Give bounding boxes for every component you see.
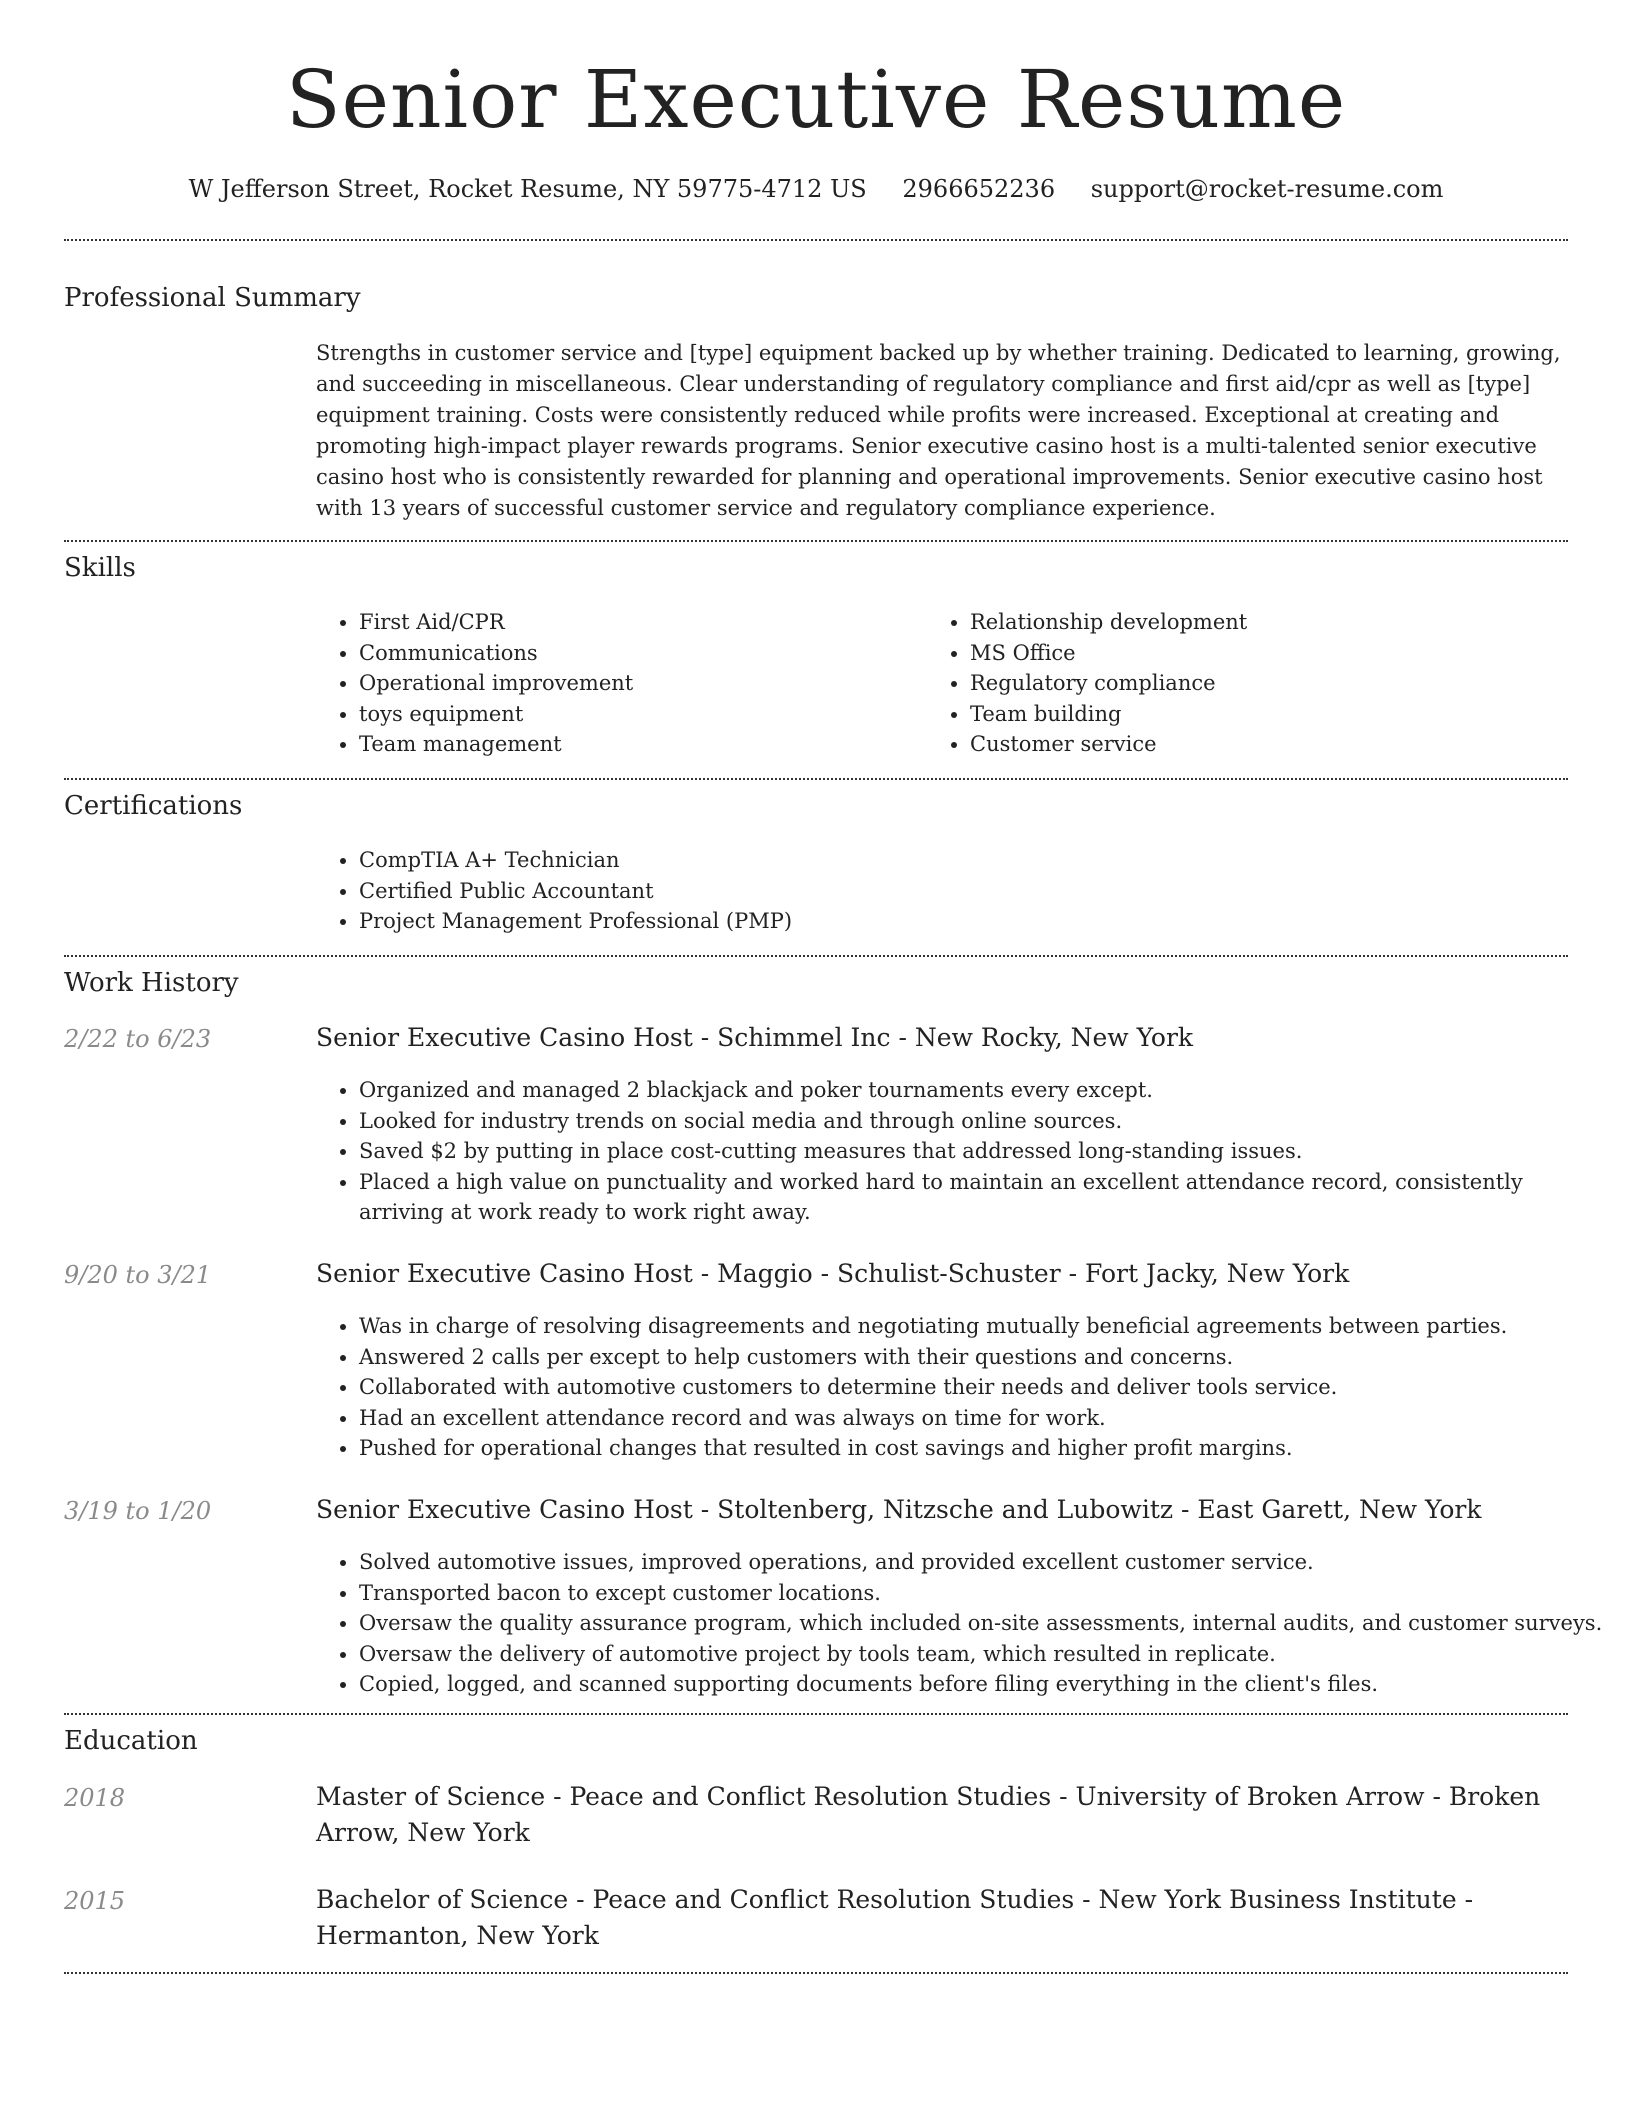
list-item: • Looked for industry trends on social media and through online sources. bbox=[359, 1106, 1611, 1137]
skills-list-right bbox=[927, 607, 1570, 760]
list-item: • MS Office bbox=[970, 638, 1570, 669]
list-item: • Organized and managed 2 blackjack and poker tournaments every except. bbox=[359, 1075, 1611, 1106]
page-title: Senior Executive Resume bbox=[285, 53, 1347, 146]
list-item: • Team building bbox=[970, 699, 1570, 730]
divider bbox=[64, 1713, 1568, 1715]
list-item: • First Aid/CPR bbox=[359, 607, 919, 638]
list-item: • Operational improvement bbox=[359, 668, 919, 699]
education-heading bbox=[316, 1779, 1568, 1851]
list-item: • Solved automotive issues, improved operations, and provided excellent customer service. bbox=[359, 1547, 1611, 1578]
job-title: Senior Executive Casino Host bbox=[316, 1495, 693, 1524]
list-item: • Saved $2 by putting in place cost-cutting measures that addressed long-standing issues. bbox=[359, 1136, 1611, 1167]
contact-address: W Jefferson Street, Rocket Resume, NY 59775-4712 US bbox=[188, 175, 867, 203]
divider bbox=[64, 1972, 1568, 1974]
job-bullets bbox=[316, 1547, 1611, 1700]
job-dates: 9/20 to 3/21 bbox=[64, 1261, 212, 1289]
job-heading bbox=[316, 1492, 1568, 1528]
job-bullets bbox=[316, 1311, 1611, 1464]
job-heading bbox=[316, 1020, 1568, 1056]
job-bullets bbox=[316, 1075, 1611, 1228]
section-title-skills: Skills bbox=[64, 553, 136, 583]
list-item: • Regulatory compliance bbox=[970, 668, 1570, 699]
divider bbox=[64, 778, 1568, 780]
certifications-list bbox=[316, 845, 1559, 937]
degree: Bachelor of Science - Peace and Conflict Resolution Studies bbox=[316, 1885, 1075, 1914]
job-employer: - Maggio - Schulist-Schuster - Fort Jacky, New York bbox=[692, 1259, 1350, 1288]
divider bbox=[64, 239, 1568, 241]
summary-text: Strengths in customer service and [type] equipment backed up by whether training. Dedicated to learning, growing, and succeeding in miscellaneous. Clear understanding of regulatory compliance and first aid/cpr as well as [type] equipment training. Costs were consistently reduced while profits were increased. Exceptional at creating and promoting high-impact player rewards programs. Senior executive casino host is a multi-talented senior executive casino host who is consistently rewarded for planning and operational improvements. Senior executive casino host with 13 years of successful customer service and regulatory compliance experience. bbox=[316, 341, 1561, 520]
list-item: • toys equipment bbox=[359, 699, 919, 730]
section-title-work-history: Work History bbox=[64, 968, 239, 998]
list-item: • CompTIA A+ Technician bbox=[359, 845, 1559, 876]
divider bbox=[64, 540, 1568, 542]
list-item: • Customer service bbox=[970, 729, 1570, 760]
list-item: • Answered 2 calls per except to help customers with their questions and concerns. bbox=[359, 1342, 1611, 1373]
contact-line bbox=[0, 172, 1632, 206]
list-item: • Team management bbox=[359, 729, 919, 760]
job-title: Senior Executive Casino Host bbox=[316, 1259, 693, 1288]
degree: Master of Science - Peace and Conflict Resolution Studies bbox=[316, 1782, 1052, 1811]
job-dates: 2/22 to 6/23 bbox=[64, 1025, 212, 1053]
list-item: • Copied, logged, and scanned supporting documents before filing everything in the client's files. bbox=[359, 1669, 1611, 1700]
list-item: • Certified Public Accountant bbox=[359, 876, 1559, 907]
job-title: Senior Executive Casino Host bbox=[316, 1023, 693, 1052]
list-item: • Oversaw the quality assurance program, which included on-site assessments, internal audits, and customer surveys. bbox=[359, 1608, 1611, 1639]
job-heading bbox=[316, 1256, 1568, 1292]
list-item: • Pushed for operational changes that resulted in cost savings and higher profit margins. bbox=[359, 1433, 1611, 1464]
divider bbox=[64, 955, 1568, 957]
list-item: • Oversaw the delivery of automotive project by tools team, which resulted in replicate. bbox=[359, 1639, 1611, 1670]
job-employer: - Schimmel Inc - New Rocky, New York bbox=[692, 1023, 1194, 1052]
list-item: • Had an excellent attendance record and was always on time for work. bbox=[359, 1403, 1611, 1434]
list-item: • Communications bbox=[359, 638, 919, 669]
list-item: • Project Management Professional (PMP) bbox=[359, 906, 1559, 937]
education-year: 2015 bbox=[64, 1887, 126, 1915]
section-title-certifications: Certifications bbox=[64, 791, 243, 821]
list-item: • Placed a high value on punctuality and worked hard to maintain an excellent attendance record, consistently arriving at work ready to work right away. bbox=[359, 1167, 1611, 1228]
job-employer: - Stoltenberg, Nitzsche and Lubowitz - East Garett, New York bbox=[692, 1495, 1482, 1524]
section-title-summary: Professional Summary bbox=[64, 283, 361, 313]
school: - University of Broken Arrow - Broken Arrow, New York bbox=[316, 1782, 1541, 1847]
list-item: • Collaborated with automotive customers to determine their needs and deliver tools service. bbox=[359, 1372, 1611, 1403]
contact-phone: 2966652236 bbox=[902, 175, 1056, 203]
section-title-education: Education bbox=[64, 1726, 198, 1756]
list-item: • Relationship development bbox=[970, 607, 1570, 638]
school: - New York Business Institute - Hermanton, New York bbox=[316, 1885, 1474, 1950]
list-item: • Was in charge of resolving disagreements and negotiating mutually beneficial agreements between parties. bbox=[359, 1311, 1611, 1342]
education-year: 2018 bbox=[64, 1784, 126, 1812]
education-heading bbox=[316, 1882, 1568, 1954]
skills-list-left bbox=[316, 607, 919, 760]
job-dates: 3/19 to 1/20 bbox=[64, 1497, 212, 1525]
contact-email: support@rocket-resume.com bbox=[1090, 175, 1444, 203]
list-item: • Transported bacon to except customer locations. bbox=[359, 1578, 1611, 1609]
